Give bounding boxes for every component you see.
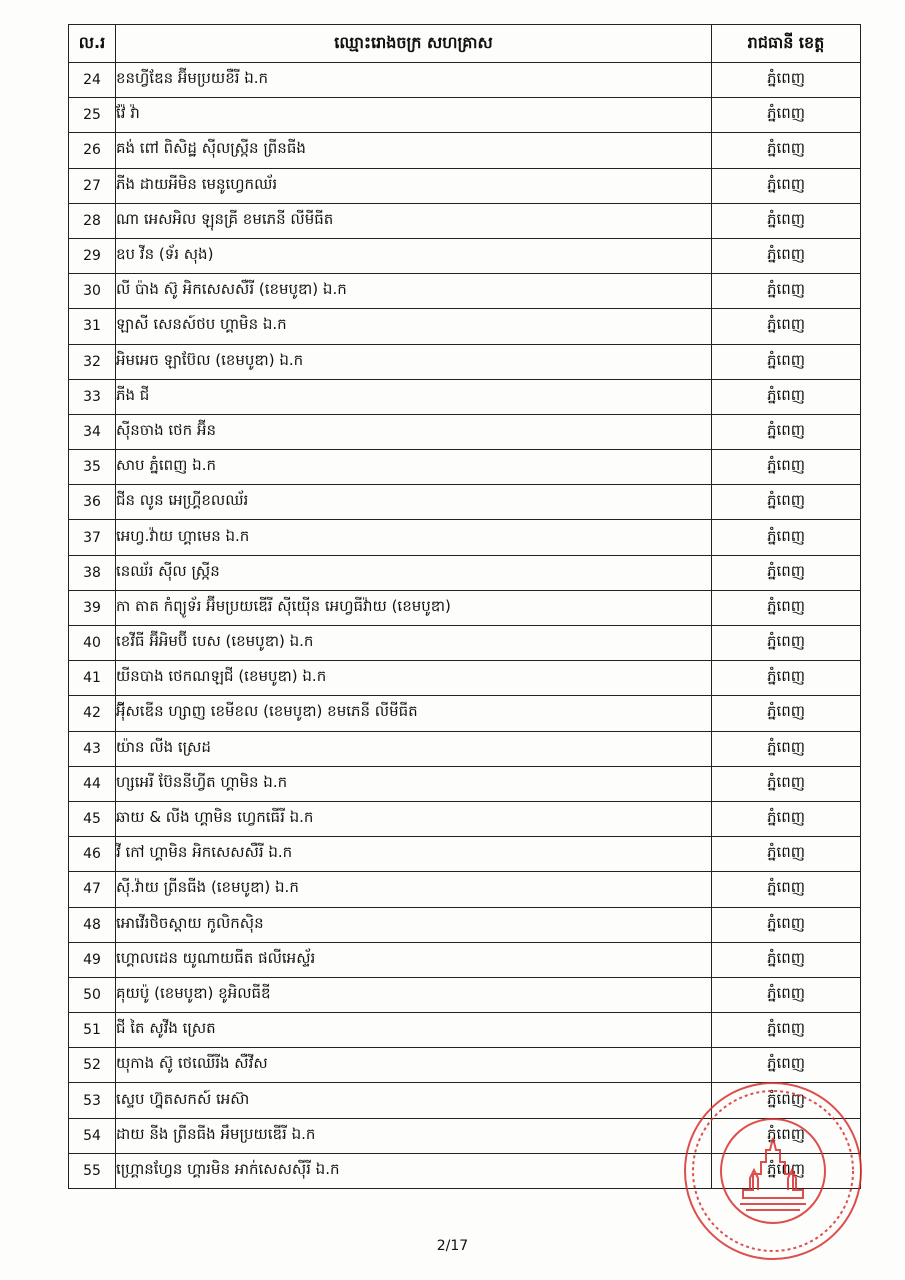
row-province: ភ្នំពេញ	[712, 168, 861, 203]
row-province: ភ្នំពេញ	[712, 379, 861, 414]
table-row	[69, 414, 861, 449]
row-province: ភ្នំពេញ	[712, 1013, 861, 1048]
table-row	[69, 731, 861, 766]
row-province: ភ្នំពេញ	[712, 309, 861, 344]
row-province: ភ្នំពេញ	[712, 414, 861, 449]
factory-name: ស៊ីនចាង ថេក អ៊ីន	[116, 414, 712, 449]
row-province: ភ្នំពេញ	[712, 872, 861, 907]
factory-name: អេហ្វ.វ៉ាយ ហ្គាមេន ឯ.ក	[116, 520, 712, 555]
factory-name: វី កៅ ហ្គាមិន អិកសេសសឺរី ឯ.ក	[116, 837, 712, 872]
row-province: ភ្នំពេញ	[712, 696, 861, 731]
page-number: 2/17	[436, 1238, 469, 1254]
table-row	[69, 837, 861, 872]
factory-name: ហ្គោលដេន យូណាយធីត ផលីអេស្ទ័រ	[116, 942, 712, 977]
row-province: ភ្នំពេញ	[712, 590, 861, 625]
table-row	[69, 274, 861, 309]
row-province: ភ្នំពេញ	[712, 1083, 861, 1118]
table-row	[69, 450, 861, 485]
table-row	[69, 238, 861, 273]
table-row	[69, 133, 861, 168]
row-number: 38	[69, 555, 116, 590]
row-number: 41	[69, 661, 116, 696]
row-province: ភ្នំពេញ	[712, 837, 861, 872]
row-province: ភ្នំពេញ	[712, 274, 861, 309]
factory-name: អិមអេច ឡាប៊ែល (ខេមបូឌា) ឯ.ក	[116, 344, 712, 379]
factory-name: ណា អេសអិល ឡុនគ្រី ខមភេនី លីមីធីត	[116, 203, 712, 238]
factory-name: វ៉ែ វ៉ា	[116, 98, 712, 133]
table-header-row	[69, 25, 861, 63]
row-number: 48	[69, 907, 116, 942]
table-row	[69, 98, 861, 133]
factory-name: កា តាត កំព្យូទ័រ អ៊ីមប្រយឌើរី ស៊ីយ៉ើន អេហ្វធីវ៉ាយ (ខេមបូឌា)	[116, 590, 712, 625]
official-seal-icon	[680, 1078, 866, 1264]
table-row	[69, 520, 861, 555]
row-number: 50	[69, 977, 116, 1012]
row-number: 54	[69, 1118, 116, 1153]
factory-name: យ៉ាន លីង ស្រេដ	[116, 731, 712, 766]
header-province: រាជធានី ខេត្ត	[712, 25, 861, 63]
table-row	[69, 907, 861, 942]
row-number: 29	[69, 238, 116, 273]
header-number: ល.រ	[69, 25, 116, 63]
row-number: 28	[69, 203, 116, 238]
row-number: 43	[69, 731, 116, 766]
factory-name: ដាយ នីង ព្រីនធីង អឹមប្រយឌើរី ឯ.ក	[116, 1118, 712, 1153]
row-number: 51	[69, 1013, 116, 1048]
table-row	[69, 63, 861, 98]
row-number: 53	[69, 1083, 116, 1118]
table-row	[69, 872, 861, 907]
row-province: ភ្នំពេញ	[712, 907, 861, 942]
factory-name: ឡាសី សេនស៍ថប ហ្គាមិន ឯ.ក	[116, 309, 712, 344]
row-number: 42	[69, 696, 116, 731]
row-province: ភ្នំពេញ	[712, 626, 861, 661]
row-province: ភ្នំពេញ	[712, 520, 861, 555]
factory-name: ឆាយ & លីង ហ្គាមិន ហ្វេកធើរី ឯ.ក	[116, 801, 712, 836]
row-province: ភ្នំពេញ	[712, 344, 861, 379]
factory-name: ភីង ដាយអីមិន មេនូហ្វេកឈ័រ	[116, 168, 712, 203]
row-province: ភ្នំពេញ	[712, 661, 861, 696]
factory-name: ខនហ្វីឌែន អ៊ីមប្រយខឺរី ឯ.ក	[116, 63, 712, 98]
row-number: 40	[69, 626, 116, 661]
factory-name: ហ្គ្រោនហ្វែន ហ្គារមិន អាក់សេសស៊ីរី ឯ.ក	[116, 1153, 712, 1188]
table-row	[69, 555, 861, 590]
table-row	[69, 1013, 861, 1048]
factory-name: ជី តៃ សូវីង ស្រេត	[116, 1013, 712, 1048]
factory-name: ភីង ជី	[116, 379, 712, 414]
row-province: ភ្នំពេញ	[712, 485, 861, 520]
row-number: 36	[69, 485, 116, 520]
factory-list-table	[68, 24, 861, 1189]
table-row	[69, 344, 861, 379]
table-row	[69, 168, 861, 203]
row-province: ភ្នំពេញ	[712, 203, 861, 238]
row-number: 55	[69, 1153, 116, 1188]
table-row	[69, 977, 861, 1012]
table-row	[69, 485, 861, 520]
factory-name: យុកាង ស៊ូ ថេឈើរីង សឺវីស	[116, 1048, 712, 1083]
factory-name: ឧប វីន (ទ័រ សុង)	[116, 238, 712, 273]
factory-name: សាប ភ្នំពេញ ឯ.ក	[116, 450, 712, 485]
row-number: 34	[69, 414, 116, 449]
table-row	[69, 801, 861, 836]
row-number: 49	[69, 942, 116, 977]
row-province: ភ្នំពេញ	[712, 1153, 861, 1188]
row-province: ភ្នំពេញ	[712, 450, 861, 485]
factory-name: ស៊ី.វ៉ាយ ព្រីនធីង (ខេមបូឌា) ឯ.ក	[116, 872, 712, 907]
row-number: 24	[69, 63, 116, 98]
row-number: 27	[69, 168, 116, 203]
row-number: 37	[69, 520, 116, 555]
factory-name: ស្ទេប ហ្វ៊ុតសកស៍ អេស៊ា	[116, 1083, 712, 1118]
row-number: 32	[69, 344, 116, 379]
table-row	[69, 661, 861, 696]
table-row	[69, 309, 861, 344]
row-number: 35	[69, 450, 116, 485]
factory-name: គុយប៉ូ (ខេមបូឌា) ខូអិលធីឌី	[116, 977, 712, 1012]
row-province: ភ្នំពេញ	[712, 555, 861, 590]
row-number: 46	[69, 837, 116, 872]
factory-name: ជីន លូន អេហ្គ្រីខលឈ័រ	[116, 485, 712, 520]
factory-name: អ៊ុីសឌើន ហ្សាញ ខេមីខល (ខេមបូឌា) ខមភេនី លីមីធីត	[116, 696, 712, 731]
row-number: 31	[69, 309, 116, 344]
table-row	[69, 626, 861, 661]
row-number: 45	[69, 801, 116, 836]
row-province: ភ្នំពេញ	[712, 801, 861, 836]
factory-name: ហ្សអេរី ប៊ែននីហ្វីត ហ្គាមិន ឯ.ក	[116, 766, 712, 801]
factory-name: លី ប៉ាង ស៊ូ អិកសេសសឺរី (ខេមបូឌា) ឯ.ក	[116, 274, 712, 309]
row-province: ភ្នំពេញ	[712, 63, 861, 98]
factory-name: គង់ ពៅ ពិសិដ្ឋ ស៊ីលស្ក្រីន ព្រីនធីង	[116, 133, 712, 168]
row-province: ភ្នំពេញ	[712, 731, 861, 766]
row-province: ភ្នំពេញ	[712, 942, 861, 977]
row-province: ភ្នំពេញ	[712, 766, 861, 801]
table-row	[69, 590, 861, 625]
row-number: 39	[69, 590, 116, 625]
factory-name: យីនបាង ថេកណឡជី (ខេមបូឌា) ឯ.ក	[116, 661, 712, 696]
factory-name: អោវើរថិចស្ដាយ កូលិកស៊ិន	[116, 907, 712, 942]
row-province: ភ្នំពេញ	[712, 238, 861, 273]
header-factory-name: ឈ្មោះរោងចក្រ សហគ្រាស	[116, 25, 712, 63]
factory-name: ខេវីធី អ៊ីអិមប៊ី បេស (ខេមបូឌា) ឯ.ក	[116, 626, 712, 661]
table-row	[69, 203, 861, 238]
row-province: ភ្នំពេញ	[712, 1118, 861, 1153]
row-province: ភ្នំពេញ	[712, 977, 861, 1012]
table-row	[69, 766, 861, 801]
row-province: ភ្នំពេញ	[712, 1048, 861, 1083]
row-number: 30	[69, 274, 116, 309]
table-row	[69, 379, 861, 414]
factory-name: នេឈ័រ ស៊ីល ស្ក្រីន	[116, 555, 712, 590]
row-number: 26	[69, 133, 116, 168]
row-number: 25	[69, 98, 116, 133]
table-row	[69, 696, 861, 731]
row-province: ភ្នំពេញ	[712, 98, 861, 133]
row-number: 44	[69, 766, 116, 801]
table-body	[69, 63, 861, 1189]
row-number: 33	[69, 379, 116, 414]
row-province: ភ្នំពេញ	[712, 133, 861, 168]
table-row	[69, 942, 861, 977]
row-number: 47	[69, 872, 116, 907]
row-number: 52	[69, 1048, 116, 1083]
